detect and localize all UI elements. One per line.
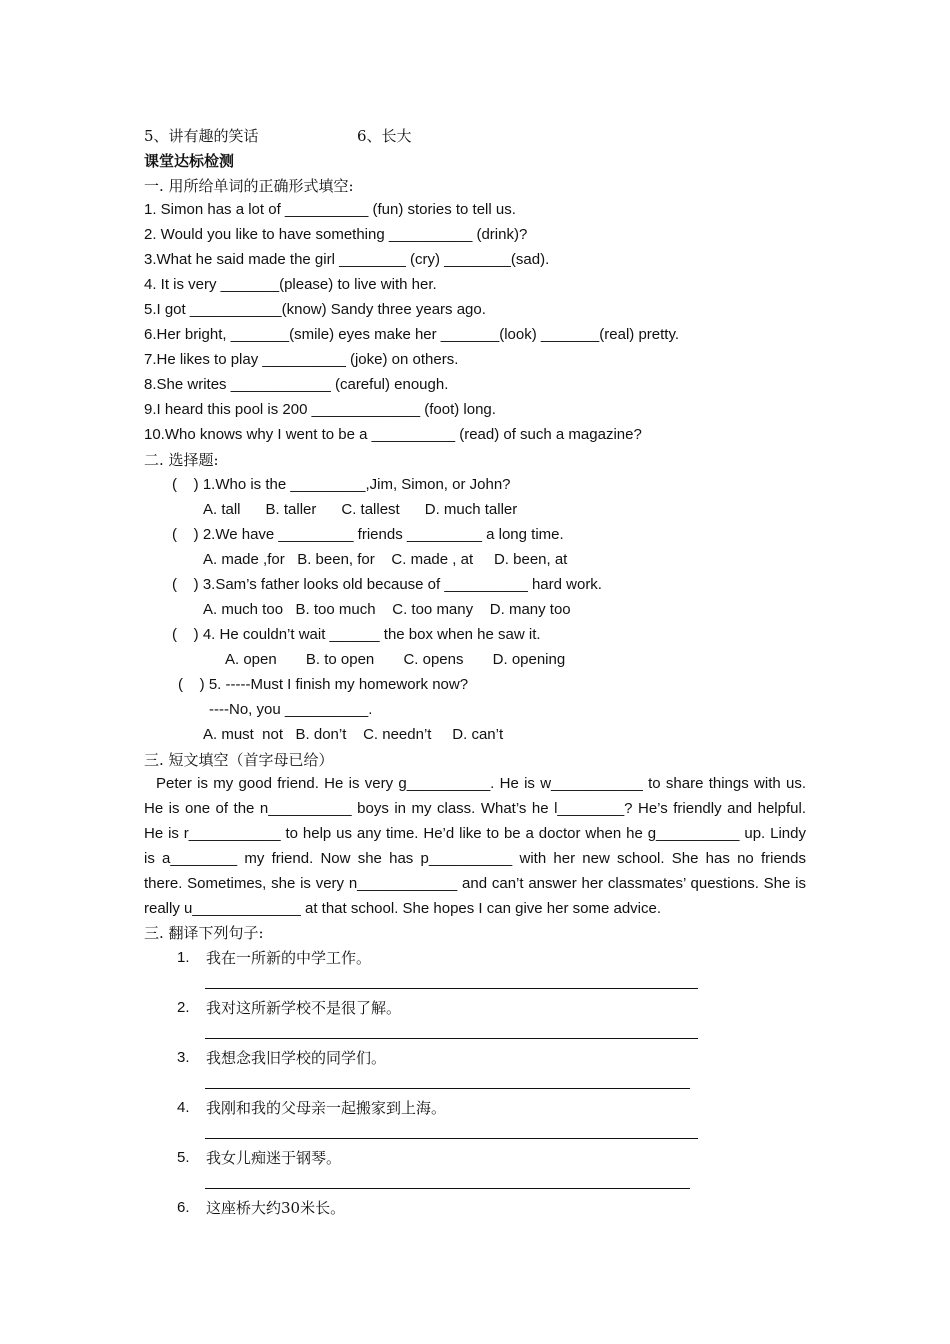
translate-num: 5. xyxy=(177,1149,190,1166)
fill-item: 4. It is very _______(please) to live with her. xyxy=(144,276,437,293)
translate-num: 3. xyxy=(177,1049,190,1066)
passage-line: really u_____________ at that school. She hopes I can give her some advice. xyxy=(144,900,662,917)
fill-item: 1. Simon has a lot of __________ (fun) stories to tell us. xyxy=(144,201,516,218)
fill-item: 2. Would you like to have something __________ (drink)? xyxy=(144,226,528,243)
fill-item: 9.I heard this pool is 200 _____________ (foot) long. xyxy=(144,401,496,418)
choice-options: A. must not B. don’t C. needn’t D. can’t xyxy=(203,726,504,743)
translate-sentence: 我刚和我的父母亲一起搬家到上海。 xyxy=(206,1099,447,1117)
answer-line[interactable] xyxy=(205,988,698,989)
section3-title: 三. 短文填空（首字母已给） xyxy=(144,751,334,769)
choice-stem: ( ) 5. -----Must I finish my homework now? xyxy=(178,676,469,693)
translate-num: 4. xyxy=(177,1099,190,1116)
passage-line: there. Sometimes, she is very n____________ and can’t answer her classmates’ questions. She is xyxy=(144,875,806,892)
translate-sentence: 我女儿痴迷于钢琴。 xyxy=(206,1149,342,1167)
translate-sentence: 这座桥大约30米长。 xyxy=(206,1199,346,1217)
choice-options: A. tall B. taller C. tallest D. much taller xyxy=(203,501,518,518)
answer-line[interactable] xyxy=(205,1038,698,1039)
passage-line: is a________ my friend. Now she has p__________ with her new school. She has no friends xyxy=(144,850,806,867)
translate-num: 1. xyxy=(177,949,190,966)
fill-item: 10.Who knows why I went to be a __________ (read) of such a magazine? xyxy=(144,426,642,443)
top-item-5: 5、讲有趣的笑话 xyxy=(144,127,259,145)
section-heading: 课堂达标检测 xyxy=(144,152,235,170)
section2-title: 二. 选择题: xyxy=(144,451,219,469)
cloze-passage xyxy=(144,774,806,924)
answer-line[interactable] xyxy=(205,1138,698,1139)
choice-options: A. open B. to open C. opens D. opening xyxy=(225,651,566,668)
fill-item: 8.She writes ____________ (careful) enough. xyxy=(144,376,449,393)
choice-stem: ( ) 1.Who is the _________,Jim, Simon, or John? xyxy=(172,476,511,493)
passage-line: He is r___________ to help us any time. He’d like to be a doctor when he g__________ up. Lindy xyxy=(144,825,806,842)
translate-sentence: 我想念我旧学校的同学们。 xyxy=(206,1049,387,1067)
translate-sentence: 我在一所新的中学工作。 xyxy=(206,949,372,967)
choice-answer: ----No, you __________. xyxy=(209,701,373,718)
section1-title: 一. 用所给单词的正确形式填空: xyxy=(144,177,354,195)
choice-stem: ( ) 2.We have _________ friends _________ a long time. xyxy=(172,526,564,543)
translate-num: 6. xyxy=(177,1199,190,1216)
passage-line: Peter is my good friend. He is very g__________. He is w___________ to share things with us. xyxy=(156,775,806,792)
fill-item: 3.What he said made the girl ________ (cry) ________(sad). xyxy=(144,251,550,268)
section4-title: 三. 翻译下列句子: xyxy=(144,924,264,942)
top-item-6: 6、长大 xyxy=(357,127,412,145)
answer-line[interactable] xyxy=(205,1088,690,1089)
choice-stem: ( ) 4. He couldn’t wait ______ the box when he saw it. xyxy=(172,626,541,643)
translate-sentence: 我对这所新学校不是很了解。 xyxy=(206,999,402,1017)
fill-item: 7.He likes to play __________ (joke) on others. xyxy=(144,351,459,368)
choice-options: A. much too B. too much C. too many D. many too xyxy=(203,601,571,618)
fill-item: 5.I got ___________(know) Sandy three years ago. xyxy=(144,301,486,318)
passage-line: He is one of the n__________ boys in my class. What’s he l________? He’s friendly and helpful. xyxy=(144,800,806,817)
fill-item: 6.Her bright, _______(smile) eyes make her _______(look) _______(real) pretty. xyxy=(144,326,680,343)
choice-options: A. made ,for B. been, for C. made , at D. been, at xyxy=(203,551,568,568)
answer-line[interactable] xyxy=(205,1188,690,1189)
choice-stem: ( ) 3.Sam’s father looks old because of __________ hard work. xyxy=(172,576,602,593)
translate-num: 2. xyxy=(177,999,190,1016)
